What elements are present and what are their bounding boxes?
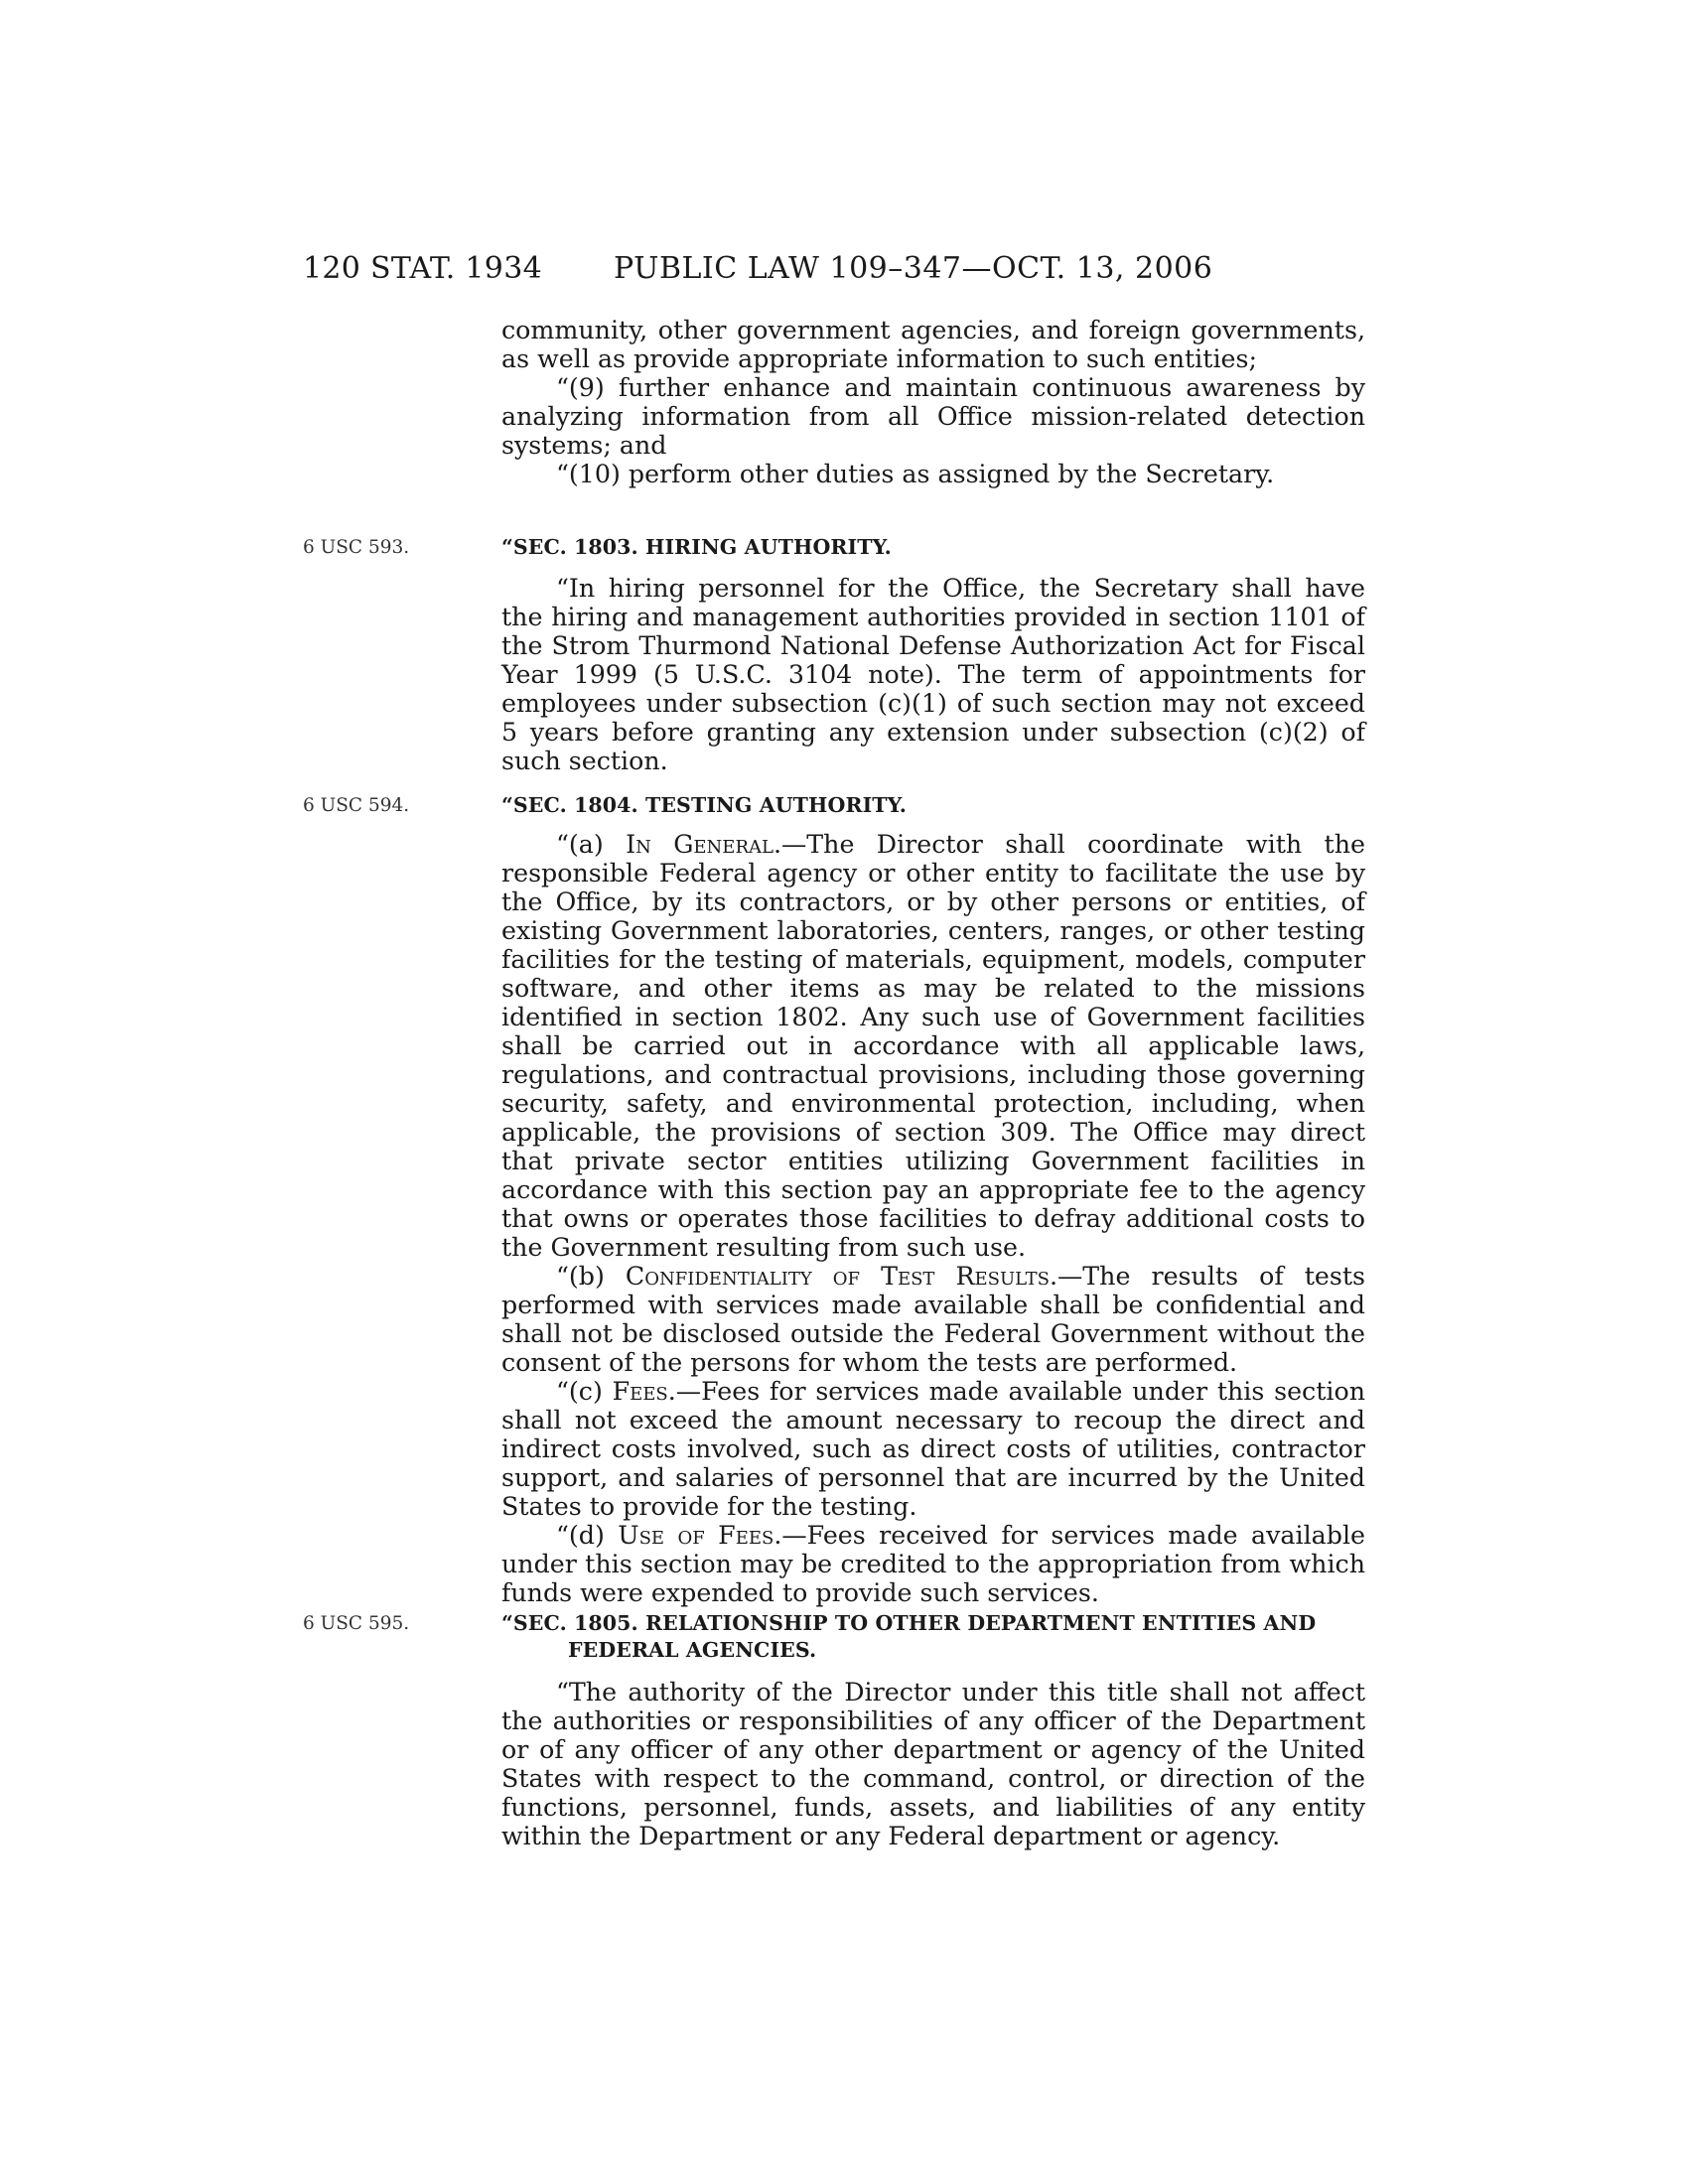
section-1805-heading-line1: “SEC. 1805. RELATIONSHIP TO OTHER DEPARTMENT ENTITIES AND bbox=[501, 1611, 1317, 1635]
subsection-a-label: “(a) bbox=[556, 830, 627, 859]
public-law-title: PUBLIC LAW 109–347—OCT. 13, 2006 bbox=[614, 251, 1213, 286]
subsection-a-heading: In General bbox=[626, 830, 774, 859]
subsection-d-heading: Use of Fees bbox=[618, 1521, 774, 1550]
subsection-d-label: “(d) bbox=[556, 1521, 619, 1550]
page-header bbox=[303, 251, 1365, 291]
section-1804-heading: “SEC. 1804. TESTING AUTHORITY. bbox=[501, 793, 907, 817]
subsection-b-text: .—The results of tests performed with services made available shall be confidential and shall not be disclosed outside the Federal Government without the consent of the persons for whom the tests are performed. bbox=[501, 1262, 1365, 1377]
section-1803-heading: “SEC. 1803. HIRING AUTHORITY. bbox=[501, 535, 892, 559]
section-1804-body bbox=[501, 830, 1365, 1607]
section-1803-body bbox=[501, 574, 1365, 775]
margin-note-593: 6 USC 593. bbox=[303, 537, 410, 558]
intro-block bbox=[501, 316, 1365, 488]
subsection-a-text: .—The Director shall coordinate with the responsible Federal agency or other entity to facilitate the use by the Office, by its contractors, or by other persons or entities, of existing Government laboratories, centers, ranges, or other testing facilities for the testing of materials, equipment, models, computer software, and other items as may be related to the missions identified in section 1802. Any such use of Government facilities shall be carried out in accordance with all applicable laws, regulations, and contractual provisions, including those governing security, safety, and environmental protection, including, when applicable, the provisions of section 309. The Office may direct that private sector entities utilizing Government facilities in accordance with this section pay an appropriate fee to the agency that owns or operates those facilities to defray additional costs to the Government resulting from such use. bbox=[501, 830, 1365, 1262]
paragraph-9: “(9) further enhance and maintain continuous awareness by analyzing information from all Office mission-related detection systems; and bbox=[501, 373, 1365, 460]
section-1805-heading bbox=[501, 1610, 1385, 1664]
subsection-b-heading: Confidentiality of Test Results bbox=[625, 1262, 1050, 1291]
section-1805-text: “The authority of the Director under this title shall not affect the authorities or responsibilities of any officer of the Department or of any officer of any other department or agency of the United States with respect to the command, control, or direction of the functions, personnel, funds, assets, and liabilities of any entity within the Department or any Federal department or agency. bbox=[501, 1678, 1365, 1850]
subsection-c-heading: Fees bbox=[612, 1377, 668, 1406]
section-1805-heading-line2: FEDERAL AGENCIES. bbox=[568, 1638, 817, 1662]
section-1805-body bbox=[501, 1678, 1365, 1850]
margin-note-595: 6 USC 595. bbox=[303, 1613, 410, 1634]
subsection-c bbox=[501, 1377, 1365, 1521]
subsection-d-text: .—Fees received for services made available under this section may be credited to the appropriation from which funds were expended to provide such services. bbox=[501, 1521, 1365, 1607]
section-1803-text: “In hiring personnel for the Office, the Secretary shall have the hiring and management authorities provided in section 1101 of the Strom Thurmond National Defense Authorization Act for Fiscal Year 1999 (5 U.S.C. 3104 note). The term of appointments for employees under subsection (c)(1) of such section may not exceed 5 years before granting any extension under subsection (c)(2) of such section. bbox=[501, 574, 1365, 775]
subsection-c-text: .—Fees for services made available under this section shall not exceed the amount necessary to recoup the direct and indirect costs involved, such as direct costs of utilities, contractor support, and salaries of personnel that are incurred by the United States to provide for the testing. bbox=[501, 1377, 1365, 1521]
subsection-c-label: “(c) bbox=[556, 1377, 613, 1406]
intro-continuation: community, other government agencies, and foreign governments, as well as provide appropriate information to such entities; bbox=[501, 316, 1365, 373]
subsection-a bbox=[501, 830, 1365, 1262]
paragraph-10: “(10) perform other duties as assigned by the Secretary. bbox=[556, 460, 1275, 488]
subsection-b bbox=[501, 1262, 1365, 1377]
subsection-b-label: “(b) bbox=[556, 1262, 626, 1291]
subsection-d bbox=[501, 1521, 1365, 1607]
margin-note-594: 6 USC 594. bbox=[303, 795, 410, 816]
stat-page-number: 120 STAT. 1934 bbox=[303, 251, 542, 286]
